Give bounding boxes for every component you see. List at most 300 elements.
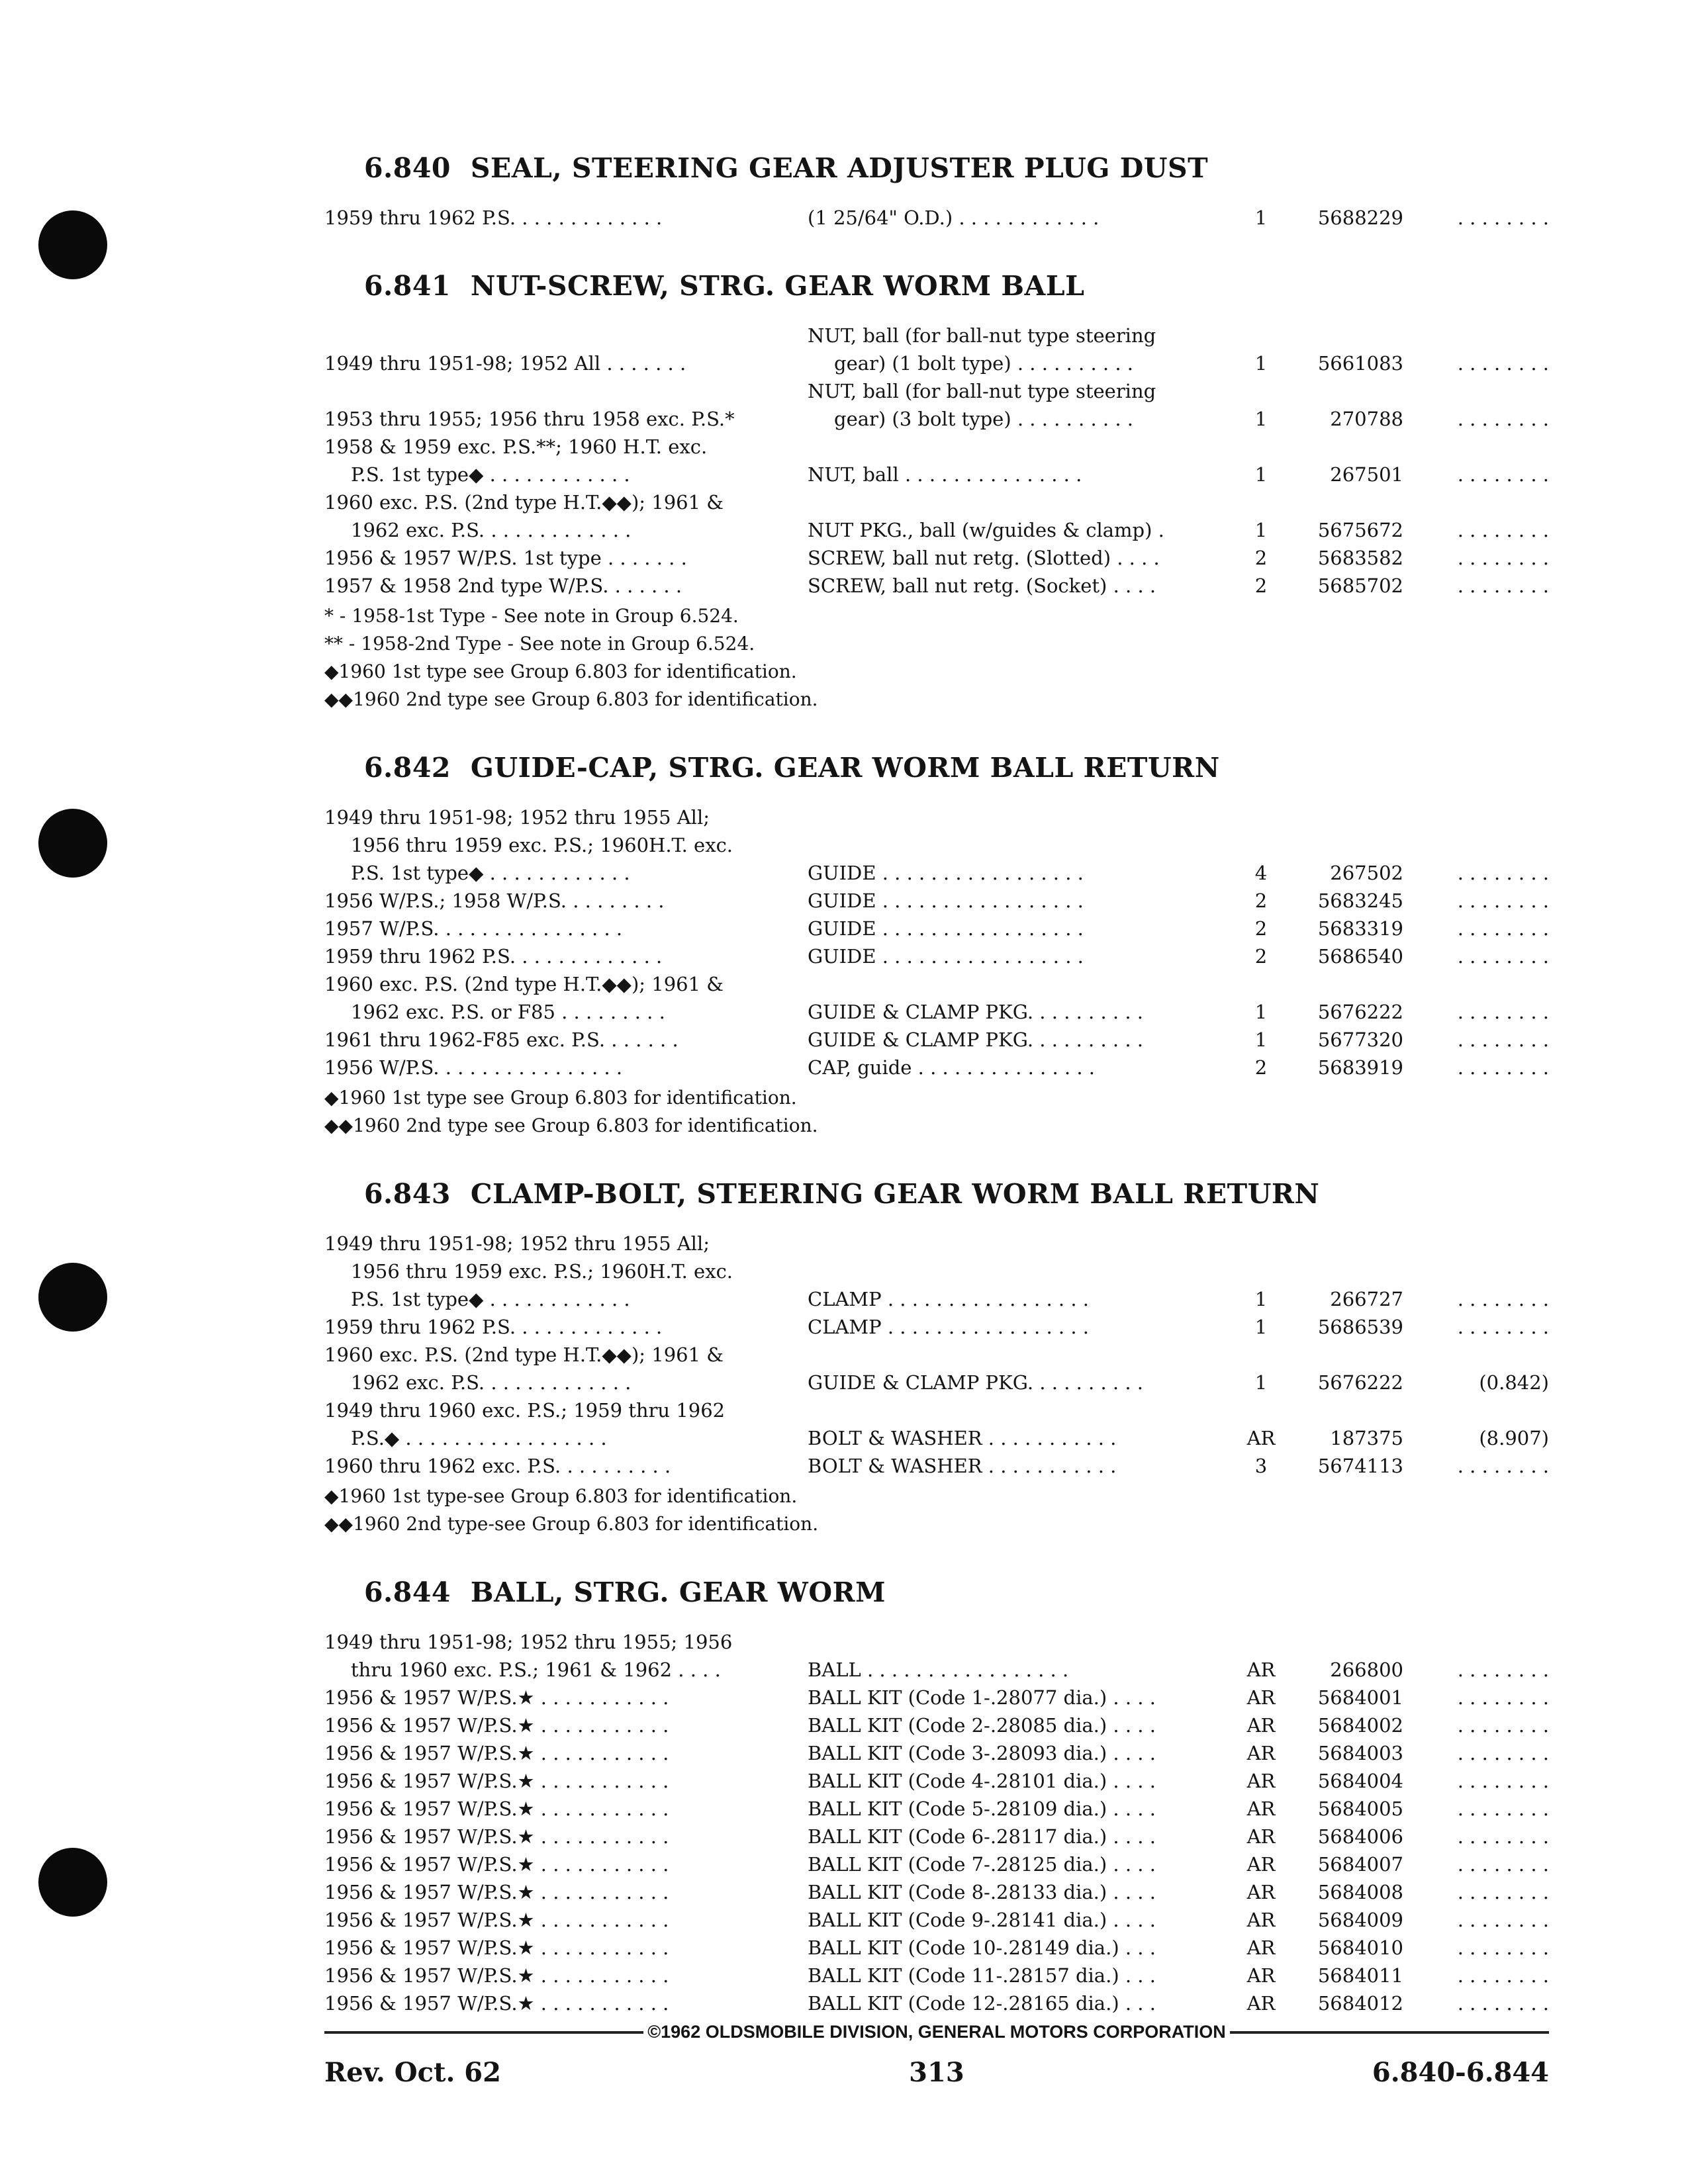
part-description xyxy=(808,1767,1238,1795)
group-heading xyxy=(364,270,1549,302)
cross-reference: . . . . . . . . xyxy=(1457,1853,1549,1876)
quantity: 1 xyxy=(1254,519,1268,541)
part-description xyxy=(808,998,1238,1026)
description-line: BALL KIT (Code 1-.28077 dia.) . . . . xyxy=(808,1686,1156,1709)
cross-reference: . . . . . . . . xyxy=(1457,1825,1549,1848)
description-line: BOLT & WASHER . . . . . . . . . . . xyxy=(808,1455,1117,1477)
part-description xyxy=(808,1850,1238,1878)
quantity: 1 xyxy=(1254,1371,1268,1394)
cross-reference: . . . . . . . . xyxy=(1457,1316,1549,1338)
model-line: 1949 thru 1960 exc. P.S.; 1959 thru 1962 xyxy=(324,1399,726,1422)
model-application xyxy=(324,1628,808,1684)
model-application xyxy=(324,1739,808,1767)
part-description xyxy=(808,544,1238,572)
quantity: 2 xyxy=(1254,945,1268,968)
part-description xyxy=(808,1989,1238,2017)
group-title: NUT-SCREW, STRG. GEAR WORM BALL xyxy=(470,270,1085,302)
cross-reference: . . . . . . . . xyxy=(1457,1909,1549,1931)
model-line: 1962 exc. P.S. . . . . . . . . . . . . xyxy=(351,519,632,541)
group-number: 6.842 xyxy=(364,752,451,784)
quantity: AR xyxy=(1246,1659,1276,1681)
cross-reference: . . . . . . . . xyxy=(1457,889,1549,912)
model-application xyxy=(324,1878,808,1906)
part-number: 5675672 xyxy=(1317,519,1403,541)
model-application xyxy=(324,1341,808,1396)
parts-catalog-content xyxy=(324,152,1549,2056)
description-line: BALL KIT (Code 9-.28141 dia.) . . . . xyxy=(808,1909,1156,1931)
part-description xyxy=(808,1054,1238,1081)
footnote: ◆1960 1st type see Group 6.803 for identification. xyxy=(324,1087,797,1109)
group-title: SEAL, STEERING GEAR ADJUSTER PLUG DUST xyxy=(470,152,1209,184)
part-description xyxy=(808,942,1238,970)
section-notes xyxy=(324,1482,1549,1538)
model-line: 1959 thru 1962 P.S. . . . . . . . . . . . . xyxy=(324,945,663,968)
part-number: 5684002 xyxy=(1317,1714,1403,1737)
part-number: 5683582 xyxy=(1317,547,1403,569)
model-line: 1956 & 1957 W/P.S.★ . . . . . . . . . . . xyxy=(324,1797,669,1820)
model-line: 1956 & 1957 W/P.S.★ . . . . . . . . . . . xyxy=(324,1992,669,2015)
section-notes xyxy=(324,602,1549,713)
binder-hole-4 xyxy=(38,1848,107,1917)
quantity: AR xyxy=(1246,1964,1276,1987)
model-application xyxy=(324,544,808,572)
model-line: 1956 & 1957 W/P.S.★ . . . . . . . . . . . xyxy=(324,1853,669,1876)
model-line: 1961 thru 1962-F85 exc. P.S. . . . . . . xyxy=(324,1028,679,1051)
part-number: 267502 xyxy=(1330,862,1403,884)
part-description xyxy=(808,1369,1238,1396)
model-line: 1953 thru 1955; 1956 thru 1958 exc. P.S.* xyxy=(324,408,735,430)
footnote: ** - 1958-2nd Type - See note in Group 6.524. xyxy=(324,633,755,655)
description-line: NUT, ball . . . . . . . . . . . . . . . xyxy=(808,463,1082,486)
part-number: 5685702 xyxy=(1317,574,1403,597)
description-line: gear) (1 bolt type) . . . . . . . . . . xyxy=(834,352,1134,375)
footer-bottom xyxy=(324,2057,1549,2088)
description-line: BALL KIT (Code 4-.28101 dia.) . . . . xyxy=(808,1770,1156,1792)
copyright-notice: ©1962 OLDSMOBILE DIVISION, GENERAL MOTORS CORPORATION xyxy=(647,2022,1226,2042)
parts-row xyxy=(324,488,1549,544)
description-line: GUIDE & CLAMP PKG. . . . . . . . . . xyxy=(808,1371,1144,1394)
parts-row xyxy=(324,1850,1549,1878)
quantity: AR xyxy=(1246,1686,1276,1709)
part-description xyxy=(808,1711,1238,1739)
part-number: 5684010 xyxy=(1317,1936,1403,1959)
description-line: BOLT & WASHER . . . . . . . . . . . xyxy=(808,1427,1117,1449)
model-line: 1959 thru 1962 P.S. . . . . . . . . . . . . xyxy=(324,206,663,229)
quantity: 1 xyxy=(1254,1001,1268,1023)
model-application xyxy=(324,803,808,887)
cross-reference: . . . . . . . . xyxy=(1457,1992,1549,2015)
model-line: 1956 & 1957 W/P.S.★ . . . . . . . . . . . xyxy=(324,1936,669,1959)
quantity: AR xyxy=(1246,1881,1276,1903)
parts-row xyxy=(324,204,1549,232)
model-application xyxy=(324,433,808,488)
model-line: 1956 & 1957 W/P.S. 1st type . . . . . . . xyxy=(324,547,687,569)
part-description xyxy=(808,204,1238,232)
part-description xyxy=(808,1906,1238,1934)
part-description xyxy=(808,859,1238,887)
parts-row xyxy=(324,1341,1549,1396)
model-application xyxy=(324,405,808,433)
part-number: 5676222 xyxy=(1317,1001,1403,1023)
footnote: * - 1958-1st Type - See note in Group 6.524. xyxy=(324,605,739,627)
group-number: 6.843 xyxy=(364,1178,451,1210)
quantity: AR xyxy=(1246,1427,1276,1449)
part-number: 5684011 xyxy=(1317,1964,1403,1987)
parts-row xyxy=(324,1878,1549,1906)
page-footer xyxy=(324,2022,1549,2088)
part-number: 187375 xyxy=(1330,1427,1403,1449)
part-description xyxy=(808,461,1238,488)
part-number: 5674113 xyxy=(1317,1455,1403,1477)
model-line: 1956 thru 1959 exc. P.S.; 1960H.T. exc. xyxy=(351,834,733,856)
part-number: 270788 xyxy=(1330,408,1403,430)
parts-table xyxy=(324,1230,1549,1480)
model-line: 1956 & 1957 W/P.S.★ . . . . . . . . . . . xyxy=(324,1686,669,1709)
model-line: 1956 & 1957 W/P.S.★ . . . . . . . . . . . xyxy=(324,1770,669,1792)
quantity: AR xyxy=(1246,1770,1276,1792)
parts-group-section xyxy=(324,1178,1549,1538)
cross-reference: . . . . . . . . xyxy=(1457,519,1549,541)
part-number: 5684007 xyxy=(1317,1853,1403,1876)
model-application xyxy=(324,572,808,600)
quantity: 1 xyxy=(1254,206,1268,229)
part-description xyxy=(808,915,1238,942)
model-line: P.S. 1st type◆ . . . . . . . . . . . . xyxy=(351,463,630,486)
model-application xyxy=(324,1396,808,1452)
quantity: AR xyxy=(1246,1909,1276,1931)
parts-group-section xyxy=(324,270,1549,713)
section-notes xyxy=(324,1084,1549,1140)
parts-group-section xyxy=(324,152,1549,232)
model-application xyxy=(324,1313,808,1341)
part-description xyxy=(808,1739,1238,1767)
description-line: BALL . . . . . . . . . . . . . . . . . xyxy=(808,1659,1069,1681)
group-title: CLAMP-BOLT, STEERING GEAR WORM BALL RETURN xyxy=(470,1178,1320,1210)
model-line: 1960 exc. P.S. (2nd type H.T.◆◆); 1961 & xyxy=(324,491,724,514)
footnote: ◆1960 1st type-see Group 6.803 for identification. xyxy=(324,1485,798,1507)
model-application xyxy=(324,970,808,1026)
part-number: 5684003 xyxy=(1317,1742,1403,1764)
model-line: 1956 & 1957 W/P.S.★ . . . . . . . . . . . xyxy=(324,1909,669,1931)
model-application xyxy=(324,1934,808,1962)
parts-row xyxy=(324,1026,1549,1054)
page-number: 313 xyxy=(909,2057,964,2088)
part-number: 5661083 xyxy=(1317,352,1403,375)
footnote: ◆◆1960 2nd type-see Group 6.803 for identification. xyxy=(324,1513,819,1535)
model-line: 1956 thru 1959 exc. P.S.; 1960H.T. exc. xyxy=(351,1260,733,1283)
description-line: SCREW, ball nut retg. (Slotted) . . . . xyxy=(808,547,1160,569)
quantity: 2 xyxy=(1254,574,1268,597)
part-description xyxy=(808,1962,1238,1989)
group-title: BALL, STRG. GEAR WORM xyxy=(470,1576,886,1608)
part-description xyxy=(808,1424,1238,1452)
part-description xyxy=(808,887,1238,915)
model-application xyxy=(324,1767,808,1795)
model-application xyxy=(324,349,808,377)
parts-table xyxy=(324,803,1549,1081)
model-line: 1949 thru 1951-98; 1952 thru 1955 All; xyxy=(324,1232,710,1255)
model-line: P.S. 1st type◆ . . . . . . . . . . . . xyxy=(351,1288,630,1310)
description-line: CAP, guide . . . . . . . . . . . . . . . xyxy=(808,1056,1095,1079)
part-number: 5686539 xyxy=(1317,1316,1403,1338)
cross-reference: (0.842) xyxy=(1479,1371,1549,1394)
parts-row xyxy=(324,1795,1549,1823)
quantity: 1 xyxy=(1254,408,1268,430)
description-line: BALL KIT (Code 7-.28125 dia.) . . . . xyxy=(808,1853,1156,1876)
model-application xyxy=(324,942,808,970)
model-line: 1956 & 1957 W/P.S.★ . . . . . . . . . . . xyxy=(324,1881,669,1903)
group-number: 6.840 xyxy=(364,152,451,184)
quantity: 2 xyxy=(1254,1056,1268,1079)
part-description xyxy=(808,1823,1238,1850)
parts-table xyxy=(324,204,1549,232)
part-description xyxy=(808,1878,1238,1906)
cross-reference: . . . . . . . . xyxy=(1457,945,1549,968)
quantity: 2 xyxy=(1254,547,1268,569)
parts-row xyxy=(324,803,1549,887)
cross-reference: . . . . . . . . xyxy=(1457,1881,1549,1903)
description-line: GUIDE & CLAMP PKG. . . . . . . . . . xyxy=(808,1028,1144,1051)
parts-table xyxy=(324,322,1549,600)
parts-row xyxy=(324,377,1549,433)
model-application xyxy=(324,1230,808,1313)
footnote: ◆◆1960 2nd type see Group 6.803 for identification. xyxy=(324,688,818,710)
quantity: AR xyxy=(1246,1825,1276,1848)
cross-reference: . . . . . . . . xyxy=(1457,206,1549,229)
model-line: 1956 W/P.S. . . . . . . . . . . . . . . . xyxy=(324,1056,623,1079)
parts-row xyxy=(324,1313,1549,1341)
parts-row xyxy=(324,1739,1549,1767)
cross-reference: . . . . . . . . xyxy=(1457,352,1549,375)
part-description xyxy=(808,1684,1238,1711)
parts-row xyxy=(324,1684,1549,1711)
part-description xyxy=(808,1026,1238,1054)
quantity: 1 xyxy=(1254,463,1268,486)
group-title: GUIDE-CAP, STRG. GEAR WORM BALL RETURN xyxy=(470,752,1220,784)
part-number: 267501 xyxy=(1330,463,1403,486)
description-line: BALL KIT (Code 8-.28133 dia.) . . . . xyxy=(808,1881,1156,1903)
parts-row xyxy=(324,1054,1549,1081)
parts-row xyxy=(324,572,1549,600)
quantity: 1 xyxy=(1254,1316,1268,1338)
model-line: 1962 exc. P.S. . . . . . . . . . . . . xyxy=(351,1371,632,1394)
parts-group-section xyxy=(324,1576,1549,2017)
footer-rule-left xyxy=(324,2031,643,2034)
quantity: AR xyxy=(1246,1797,1276,1820)
model-application xyxy=(324,488,808,544)
description-line: NUT, ball (for ball-nut type steering xyxy=(808,324,1156,347)
cross-reference: . . . . . . . . xyxy=(1457,1455,1549,1477)
description-line: gear) (3 bolt type) . . . . . . . . . . xyxy=(834,408,1134,430)
description-line: GUIDE . . . . . . . . . . . . . . . . . xyxy=(808,889,1084,912)
model-application xyxy=(324,1711,808,1739)
parts-row xyxy=(324,322,1549,377)
cross-reference: . . . . . . . . xyxy=(1457,862,1549,884)
part-description xyxy=(808,1452,1238,1480)
quantity: 4 xyxy=(1254,862,1268,884)
part-description xyxy=(808,1285,1238,1313)
parts-row xyxy=(324,544,1549,572)
footnote: ◆◆1960 2nd type see Group 6.803 for identification. xyxy=(324,1115,818,1136)
description-line: NUT PKG., ball (w/guides & clamp) . xyxy=(808,519,1164,541)
model-application xyxy=(324,915,808,942)
group-number: 6.841 xyxy=(364,270,451,302)
part-description xyxy=(808,572,1238,600)
part-number: 5677320 xyxy=(1317,1028,1403,1051)
part-number: 266800 xyxy=(1330,1659,1403,1681)
parts-row xyxy=(324,1906,1549,1934)
model-line: 1959 thru 1962 P.S. . . . . . . . . . . . . xyxy=(324,1316,663,1338)
cross-reference: . . . . . . . . xyxy=(1457,1770,1549,1792)
model-line: 1956 & 1957 W/P.S.★ . . . . . . . . . . . xyxy=(324,1714,669,1737)
part-number: 266727 xyxy=(1330,1288,1403,1310)
cross-reference: . . . . . . . . xyxy=(1457,1964,1549,1987)
quantity: 1 xyxy=(1254,1028,1268,1051)
part-description xyxy=(808,1795,1238,1823)
description-line: BALL KIT (Code 11-.28157 dia.) . . . xyxy=(808,1964,1156,1987)
model-line: 1960 exc. P.S. (2nd type H.T.◆◆); 1961 & xyxy=(324,1343,724,1366)
model-application xyxy=(324,1906,808,1934)
part-number: 5683319 xyxy=(1317,917,1403,940)
parts-group-section xyxy=(324,752,1549,1140)
model-application xyxy=(324,1452,808,1480)
cross-reference: (8.907) xyxy=(1479,1427,1549,1449)
group-heading xyxy=(364,152,1549,184)
model-line: 1949 thru 1951-98; 1952 thru 1955 All; xyxy=(324,806,710,829)
cross-reference: . . . . . . . . xyxy=(1457,1686,1549,1709)
cross-reference: . . . . . . . . xyxy=(1457,463,1549,486)
model-application xyxy=(324,1850,808,1878)
model-line: 1949 thru 1951-98; 1952 thru 1955; 1956 xyxy=(324,1631,733,1653)
parts-row xyxy=(324,1452,1549,1480)
part-description xyxy=(808,1313,1238,1341)
part-number: 5684009 xyxy=(1317,1909,1403,1931)
group-heading xyxy=(364,752,1549,784)
model-line: 1960 exc. P.S. (2nd type H.T.◆◆); 1961 & xyxy=(324,973,724,995)
cross-reference: . . . . . . . . xyxy=(1457,1714,1549,1737)
part-number: 5684008 xyxy=(1317,1881,1403,1903)
parts-table xyxy=(324,1628,1549,2017)
quantity: AR xyxy=(1246,1936,1276,1959)
cross-reference: . . . . . . . . xyxy=(1457,1028,1549,1051)
model-application xyxy=(324,887,808,915)
cross-reference: . . . . . . . . xyxy=(1457,1936,1549,1959)
cross-reference: . . . . . . . . xyxy=(1457,1056,1549,1079)
model-line: 1957 W/P.S. . . . . . . . . . . . . . . . xyxy=(324,917,623,940)
part-description xyxy=(808,377,1238,433)
model-application xyxy=(324,1795,808,1823)
quantity: 2 xyxy=(1254,917,1268,940)
description-line: CLAMP . . . . . . . . . . . . . . . . . xyxy=(808,1316,1090,1338)
part-number: 5683919 xyxy=(1317,1056,1403,1079)
model-line: 1958 & 1959 exc. P.S.**; 1960 H.T. exc. xyxy=(324,435,708,458)
description-line: GUIDE . . . . . . . . . . . . . . . . . xyxy=(808,862,1084,884)
cross-reference: . . . . . . . . xyxy=(1457,1659,1549,1681)
quantity: 1 xyxy=(1254,1288,1268,1310)
model-line: thru 1960 exc. P.S.; 1961 & 1962 . . . . xyxy=(351,1659,721,1681)
description-line: BALL KIT (Code 6-.28117 dia.) . . . . xyxy=(808,1825,1156,1848)
part-number: 5684012 xyxy=(1317,1992,1403,2015)
binder-hole-2 xyxy=(38,809,107,878)
description-line: GUIDE . . . . . . . . . . . . . . . . . xyxy=(808,945,1084,968)
description-line: (1 25/64" O.D.) . . . . . . . . . . . . xyxy=(808,206,1100,229)
model-line: 1949 thru 1951-98; 1952 All . . . . . . . xyxy=(324,352,686,375)
cross-reference: . . . . . . . . xyxy=(1457,1288,1549,1310)
part-description xyxy=(808,516,1238,544)
model-line: 1956 W/P.S.; 1958 W/P.S. . . . . . . . . xyxy=(324,889,665,912)
part-number: 5684004 xyxy=(1317,1770,1403,1792)
cross-reference: . . . . . . . . xyxy=(1457,917,1549,940)
parts-row xyxy=(324,1230,1549,1313)
model-line: 1956 & 1957 W/P.S.★ . . . . . . . . . . . xyxy=(324,1825,669,1848)
description-line: BALL KIT (Code 12-.28165 dia.) . . . xyxy=(808,1992,1156,2015)
parts-row xyxy=(324,942,1549,970)
quantity: AR xyxy=(1246,1742,1276,1764)
model-application xyxy=(324,204,808,232)
model-line: 1956 & 1957 W/P.S.★ . . . . . . . . . . . xyxy=(324,1964,669,1987)
group-number: 6.844 xyxy=(364,1576,451,1608)
model-line: P.S.◆ . . . . . . . . . . . . . . . . . xyxy=(351,1427,607,1449)
part-number: 5676222 xyxy=(1317,1371,1403,1394)
model-line: 1960 thru 1962 exc. P.S. . . . . . . . . . xyxy=(324,1455,671,1477)
parts-row xyxy=(324,433,1549,488)
parts-row xyxy=(324,1962,1549,1989)
description-line: SCREW, ball nut retg. (Socket) . . . . xyxy=(808,574,1156,597)
binder-hole-3 xyxy=(38,1263,107,1332)
parts-row xyxy=(324,970,1549,1026)
model-application xyxy=(324,1684,808,1711)
description-line: BALL KIT (Code 5-.28109 dia.) . . . . xyxy=(808,1797,1156,1820)
cross-reference: . . . . . . . . xyxy=(1457,1742,1549,1764)
footer-rule-right xyxy=(1230,2031,1549,2034)
model-application xyxy=(324,1989,808,2017)
quantity: AR xyxy=(1246,1992,1276,2015)
quantity: 2 xyxy=(1254,889,1268,912)
part-description xyxy=(808,322,1238,377)
part-number: 5684001 xyxy=(1317,1686,1403,1709)
model-application xyxy=(324,1054,808,1081)
revision-date: Rev. Oct. 62 xyxy=(324,2057,501,2088)
quantity: AR xyxy=(1246,1853,1276,1876)
parts-row xyxy=(324,915,1549,942)
part-number: 5683245 xyxy=(1317,889,1403,912)
cross-reference: . . . . . . . . xyxy=(1457,1001,1549,1023)
part-number: 5688229 xyxy=(1317,206,1403,229)
group-heading xyxy=(364,1178,1549,1210)
description-line: GUIDE . . . . . . . . . . . . . . . . . xyxy=(808,917,1084,940)
parts-row xyxy=(324,1989,1549,2017)
copyright-line xyxy=(324,2022,1549,2042)
binder-hole-1 xyxy=(38,210,107,279)
group-range: 6.840-6.844 xyxy=(1372,2057,1549,2088)
footnote: ◆1960 1st type see Group 6.803 for identification. xyxy=(324,660,797,682)
model-line: 1956 & 1957 W/P.S.★ . . . . . . . . . . . xyxy=(324,1742,669,1764)
part-number: 5684005 xyxy=(1317,1797,1403,1820)
parts-row xyxy=(324,1711,1549,1739)
description-line: BALL KIT (Code 2-.28085 dia.) . . . . xyxy=(808,1714,1156,1737)
model-application xyxy=(324,1026,808,1054)
model-line: 1957 & 1958 2nd type W/P.S. . . . . . . xyxy=(324,574,682,597)
part-description xyxy=(808,1934,1238,1962)
parts-row xyxy=(324,1934,1549,1962)
cross-reference: . . . . . . . . xyxy=(1457,1797,1549,1820)
part-description xyxy=(808,1656,1238,1684)
description-line: GUIDE & CLAMP PKG. . . . . . . . . . xyxy=(808,1001,1144,1023)
part-number: 5684006 xyxy=(1317,1825,1403,1848)
part-number: 5686540 xyxy=(1317,945,1403,968)
cross-reference: . . . . . . . . xyxy=(1457,408,1549,430)
quantity: 3 xyxy=(1254,1455,1268,1477)
